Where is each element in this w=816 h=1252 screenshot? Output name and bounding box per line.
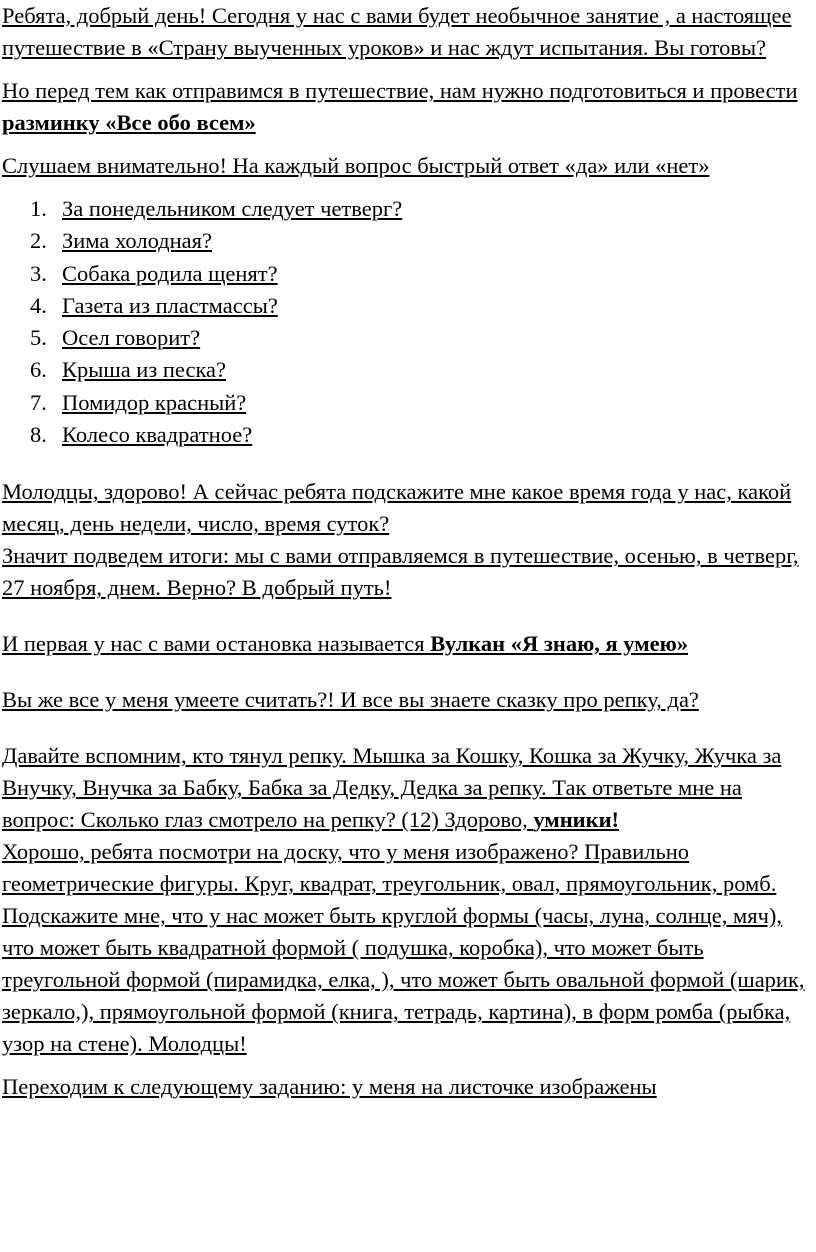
question-item [30, 387, 810, 419]
question-number: 6. [30, 357, 47, 383]
question-number: 8. [30, 422, 47, 448]
first-stop-title: Вулкан «Я знаю, я умею» [430, 631, 689, 657]
warmup-intro-text: Но перед тем как отправимся в путешествие, нам нужно подготовиться и провести [2, 78, 798, 103]
question-item [30, 290, 810, 322]
first-stop-text: И первая у нас с вами остановка называется [2, 631, 431, 657]
warmup-title: разминку «Все обо всем» [2, 110, 256, 135]
turnip-praise: умники! [533, 807, 620, 833]
paragraph-warmup-intro [2, 75, 810, 139]
question-text: За понедельником следует четверг? [62, 196, 403, 221]
question-text: Крыша из песка? [62, 357, 227, 383]
paragraph-next-task: Переходим к следующему заданию: у меня на листочке изображены [2, 1074, 657, 1100]
question-text: Колесо квадратное? [62, 422, 253, 448]
question-text: Осел говорит? [62, 325, 201, 351]
question-item [30, 354, 810, 386]
question-number: 5. [30, 325, 47, 351]
question-item [30, 419, 810, 451]
question-number: 2. [30, 228, 47, 254]
paragraph-praise: Молодцы, здорово! А сейчас ребята подскажите мне какое время года у нас, какой месяц, день недели, число, время суток? [2, 479, 792, 537]
paragraph-counting: Вы же все у меня умеете считать?! И все вы знаете сказку про репку, да? [2, 687, 699, 713]
question-number: 1. [30, 196, 47, 221]
paragraph-greeting: Ребята, добрый день! Сегодня у нас с вами будет необычное занятие , а настоящее путешествие в «Страну выученных уроков» и нас ждут испытания. Вы готовы? [2, 3, 792, 60]
question-text: Зима холодная? [62, 228, 212, 254]
question-item [30, 258, 810, 290]
paragraph-first-stop [2, 628, 810, 660]
question-number: 4. [30, 292, 47, 318]
question-text: Помидор красный? [62, 389, 247, 415]
question-item [30, 322, 810, 354]
question-item [30, 193, 810, 225]
question-text: Собака родила щенят? [62, 260, 278, 286]
paragraph-shapes: Хорошо, ребята посмотри на доску, что у меня изображено? Правильно геометрические фигуры. Круг, квадрат, треугольник, овал, прямоугольник, ромб. Подскажите мне, что у нас может быть круглой формы (часы, луна, солнце, мяч), что может быть квадратной формой ( подушка, коробка), что может быть треугольной формой (пирамидка, елка, ), что может быть овальной формой (шарик, зеркало,), прямоугольной формой (книга, тетрадь, картина), в форм ромба (рыбка, узор на стене). Молодцы! [2, 839, 805, 1057]
turnip-text: Давайте вспомним, кто тянул репку. Мышка за Кошку, Кошка за Жучку, Жучка за Внучку, Внучка за Бабку, Бабка за Дедку, Дедка за репку. Так ответьте мне на вопрос: Сколько глаз смотрело на репку? (12) Здорово, [2, 743, 782, 833]
paragraph-turnip [2, 740, 810, 836]
question-number: 7. [30, 389, 47, 415]
question-item [30, 225, 810, 257]
paragraph-summary: Значит подведем итоги: мы с вами отправляемся в путешествие, осенью, в четверг, 27 ноября, днем. Верно? В добрый путь! [2, 543, 799, 601]
paragraph-instructions: Слушаем внимательно! На каждый вопрос быстрый ответ «да» или «нет» [2, 153, 710, 178]
question-list [2, 193, 810, 451]
question-text: Газета из пластмассы? [62, 292, 278, 318]
question-number: 3. [30, 260, 47, 286]
